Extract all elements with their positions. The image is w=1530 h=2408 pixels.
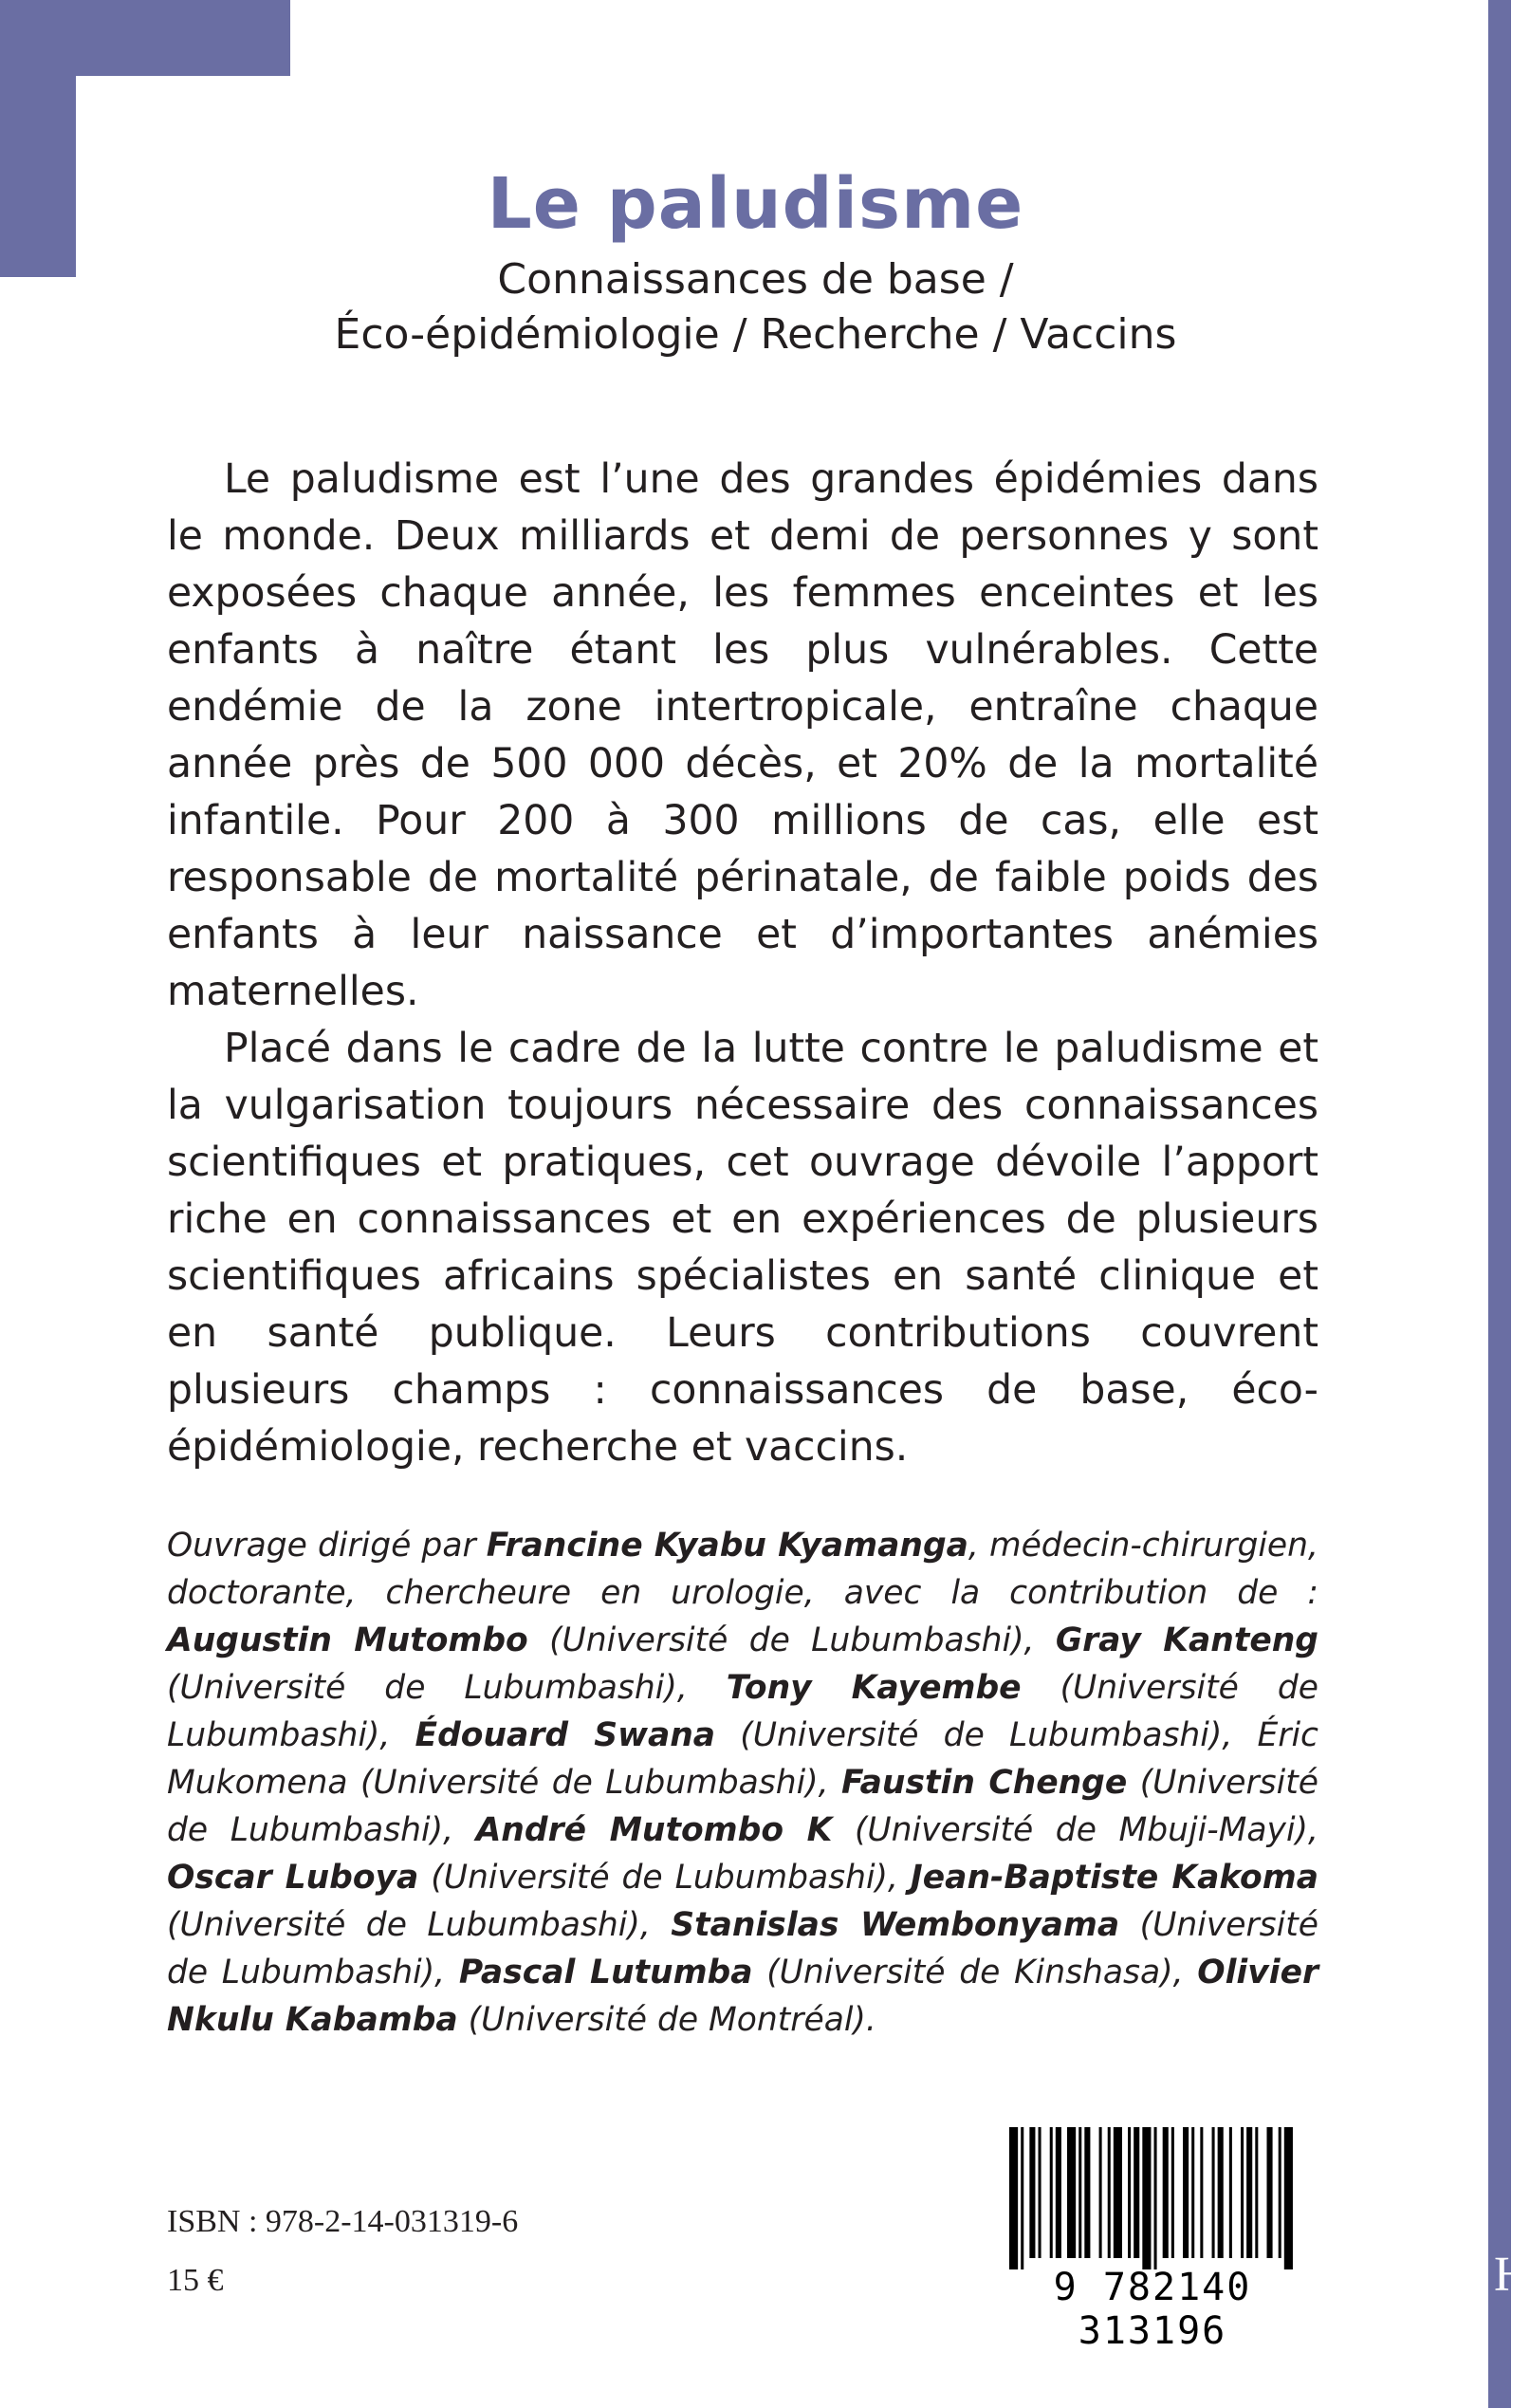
barcode-bar [1183, 2127, 1189, 2258]
credits [167, 1522, 1318, 2044]
isbn: ISBN : 978-2-14-031319-6 [167, 2204, 519, 2239]
contributor-name: André Mutombo K [475, 1811, 833, 1849]
barcode-bar [1050, 2127, 1053, 2258]
barcode-bar [1191, 2127, 1194, 2258]
subtitle-line-2: Éco-épidémiologie / Recherche / Vaccins [334, 310, 1177, 359]
barcode-bar [1029, 2127, 1035, 2258]
barcode-bar [1099, 2127, 1102, 2258]
contributor-name: Pascal Lutumba [458, 1954, 753, 1991]
book-title: Le paludisme [487, 162, 1024, 245]
contributor-affiliation: (Université de Lubumbashi), [527, 1621, 1056, 1659]
barcode-bar [1108, 2127, 1111, 2258]
contributor-name: Tony Kayembe [726, 1669, 1022, 1707]
contributor-affiliation: (Université de Lubumbashi), [167, 1906, 672, 1944]
contributor-affiliation: (Université de Lubumbashi), [167, 1669, 1319, 1754]
barcode-bar [1084, 2127, 1090, 2258]
barcode-bar [1056, 2127, 1061, 2258]
barcode-bar [1134, 2127, 1139, 2258]
contributor-affiliation: (Université de Lubumbashi), Éric Mukomena (Université de Lubumbashi), [167, 1716, 1318, 1802]
credits-intro: Ouvrage dirigé par [167, 1527, 487, 1565]
contributor-name: Augustin Mutombo [167, 1621, 528, 1659]
contributor-affiliation: (Université de Montréal). [457, 2001, 876, 2039]
blurb-paragraph-1: Le paludisme est l’une des grandes épidémies dans le monde. Deux milliards et demi de personnes y sont exposées chaque année, les femmes enceintes et les enfants à naître étant les plus vulnérables. Cette endémie de la zone intertropicale, entraîne chaque année près de 500 000 décès, et 20% de la mortalité infantile. Pour 200 à 300 millions de cas, elle est responsable de mortalité périnatale, de faible poids des enfants à leur naissance et d’importantes anémies maternelles. [167, 456, 1318, 1015]
contributor-name: Édouard Swana [415, 1716, 716, 1754]
publisher-logo-letter: H [1494, 2248, 1530, 2302]
barcode-bar [1021, 2127, 1023, 2269]
contributor-name: Olivier Nkulu Kabamba [167, 1954, 1318, 2039]
contributor-name: Faustin Chenge [841, 1764, 1128, 1802]
barcode-bars [1009, 2127, 1296, 2269]
price: 15 € [167, 2263, 224, 2298]
barcode-bar [1229, 2127, 1232, 2258]
contributor-affiliation: (Université de Lubumbashi), [167, 1906, 1318, 1991]
barcode-bar [1142, 2127, 1151, 2269]
contributor-name: Stanislas Wembonyama [671, 1906, 1120, 1944]
barcode [983, 2127, 1322, 2353]
blurb [167, 452, 1318, 1476]
contributor-name: Oscar Luboya [167, 1859, 419, 1897]
barcode-bar [1128, 2127, 1131, 2258]
barcode-bar [1212, 2127, 1215, 2258]
barcode-bar [1279, 2127, 1281, 2258]
barcode-number: 9 782140 313196 [1053, 2266, 1252, 2353]
editor-description: , médecin-chirurgien, doctorante, chercheure en urologie, avec la contribution de : [167, 1527, 1318, 1612]
barcode-bar [1114, 2127, 1122, 2258]
barcode-bar [1154, 2127, 1157, 2269]
barcode-bar [1255, 2127, 1258, 2258]
barcode-bar [1200, 2127, 1203, 2258]
contributor-affiliation: (Université de Lubumbashi), [418, 1859, 911, 1897]
barcode-bar [1078, 2127, 1081, 2258]
contributor-list [167, 1621, 1318, 2039]
barcode-bar [1266, 2127, 1272, 2258]
barcode-bar [1171, 2127, 1174, 2258]
contributor-name: Jean-Baptiste Kakoma [910, 1859, 1318, 1897]
contributor-affiliation: (Université de Mbuji-Mayi), [832, 1811, 1318, 1849]
barcode-bar [1009, 2127, 1018, 2269]
book-subtitle [0, 252, 1511, 362]
contributor-affiliation: (Université de Lubumbashi), [167, 1764, 1318, 1849]
blurb-paragraph-2: Placé dans le cadre de la lutte contre le paludisme et la vulgarisation toujours nécessaire des connaissances scientifiques et pratiques, cet ouvrage dévoile l’apport riche en connaissances et en expériences de plusieurs scientifiques africains spécialistes en santé clinique et en santé publique. Leurs contributions couvrent plusieurs champs : connaissances de base, éco-épidémiologie, recherche et vaccins. [167, 1026, 1318, 1471]
barcode-bar [1284, 2127, 1293, 2269]
editor-name: Francine Kyabu Kyamanga [486, 1527, 968, 1565]
barcode-bar [1241, 2127, 1244, 2258]
contributor-name: Gray Kanteng [1055, 1621, 1318, 1659]
subtitle-line-1: Connaissances de base / [497, 255, 1014, 304]
barcode-bar [1163, 2127, 1169, 2258]
contributor-affiliation: (Université de Lubumbashi), [167, 1669, 727, 1707]
barcode-bar [1218, 2127, 1224, 2258]
barcode-bar [1039, 2127, 1042, 2258]
barcode-bar [1246, 2127, 1252, 2258]
contributor-affiliation: (Université de Kinshasa), [752, 1954, 1198, 1991]
barcode-bar [1067, 2127, 1076, 2258]
